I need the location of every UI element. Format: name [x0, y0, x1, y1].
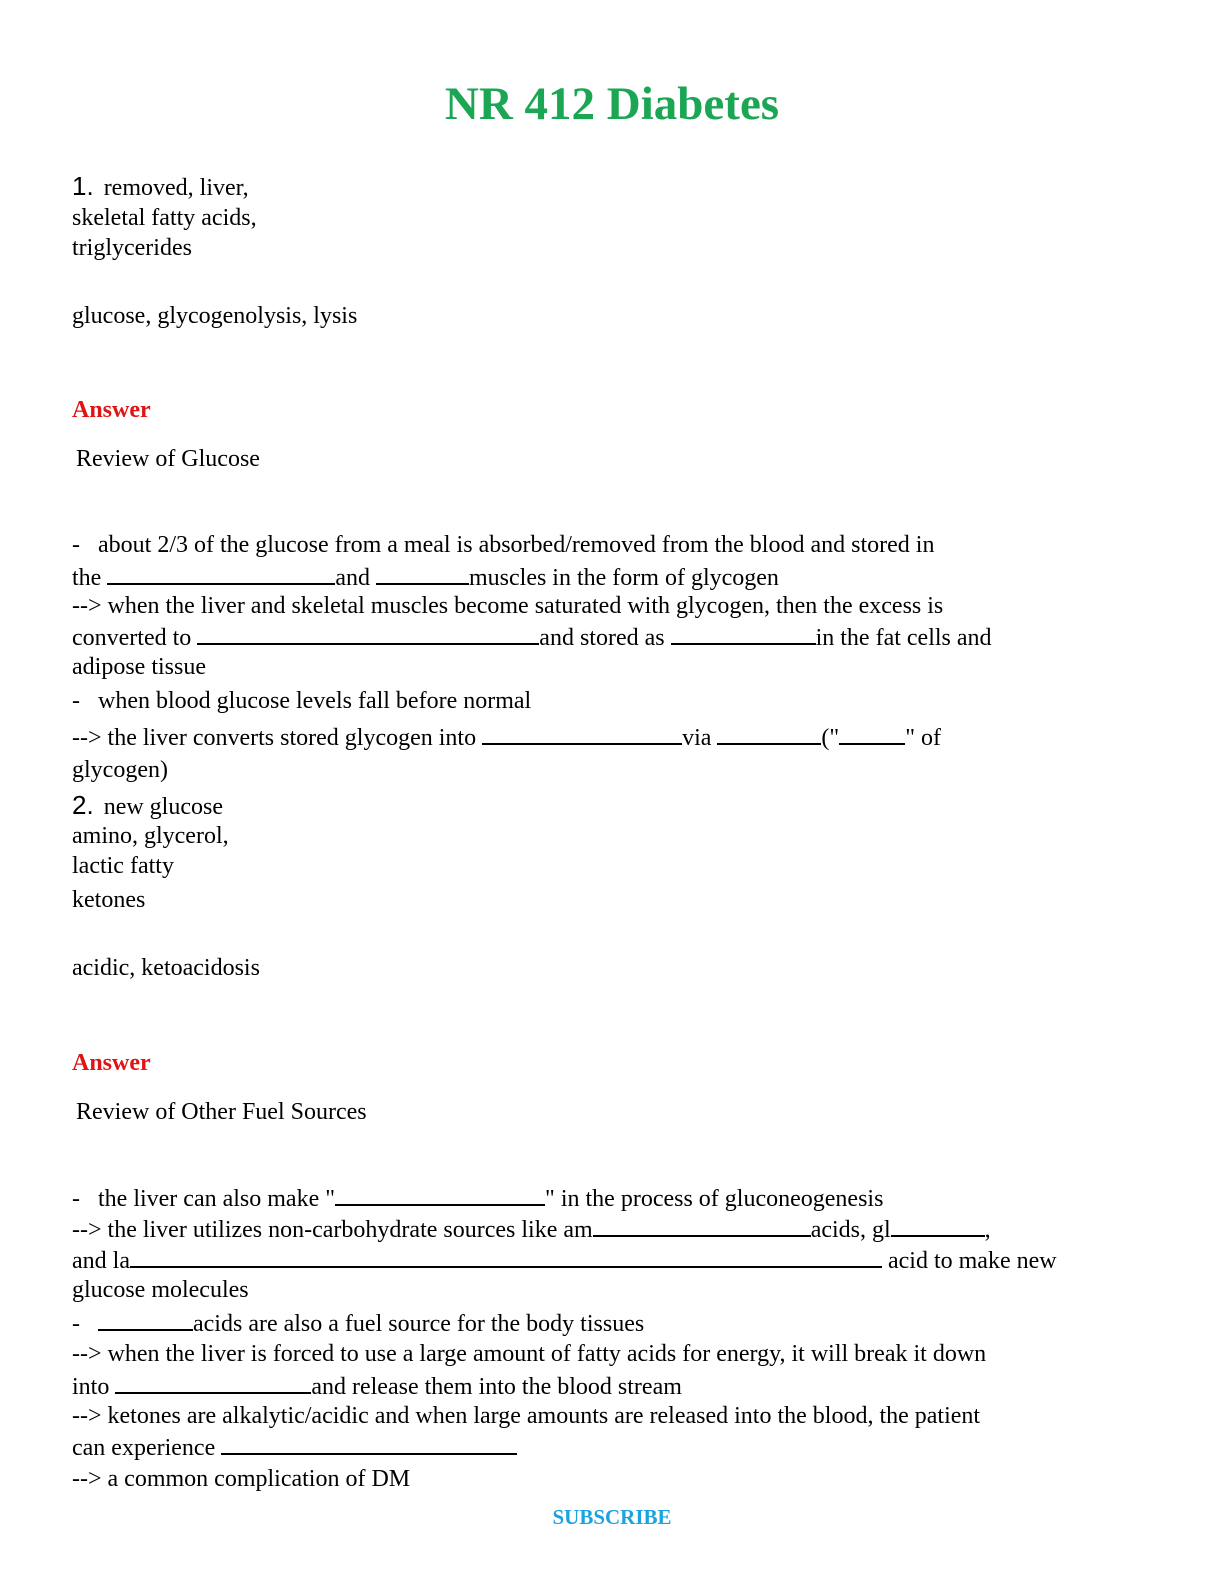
- q1-bullet-2: --> when the liver and skeletal muscles become saturated with glycogen, then the excess is: [72, 593, 944, 619]
- q1-bullet-2-end: adipose tissue: [72, 654, 206, 680]
- q2-bullet-1: - the liver can also make " " in the process of gluconeogenesis: [72, 1182, 883, 1214]
- fill-blank[interactable]: [98, 1307, 193, 1331]
- fill-blank[interactable]: [197, 621, 539, 645]
- q1-line-2: skeletal fatty acids,: [72, 205, 257, 231]
- q2-line-5: acidic, ketoacidosis: [72, 955, 260, 981]
- fill-blank[interactable]: [671, 621, 816, 645]
- q1-bullet-2-cont: converted to and stored as in the fat cells and: [72, 621, 992, 653]
- q2-bullet-5-cont: can experience: [72, 1431, 517, 1463]
- question-number: 1.: [72, 171, 94, 201]
- q2-line-3: lactic fatty: [72, 853, 174, 879]
- q2-bullet-2-end: glucose molecules: [72, 1277, 249, 1303]
- fill-blank[interactable]: [107, 561, 335, 585]
- subscribe-link[interactable]: SUBSCRIBE: [552, 1505, 672, 1529]
- q2-line-2: amino, glycerol,: [72, 823, 229, 849]
- review-heading: Review of Glucose: [76, 446, 260, 472]
- q2-bullet-2-cont: and la acid to make new: [72, 1244, 1057, 1276]
- fill-blank[interactable]: [482, 721, 682, 745]
- q2-line-4: ketones: [72, 887, 146, 913]
- q2-line-1: 2. new glucose: [72, 790, 223, 820]
- q1-line-1: 1. removed, liver,: [72, 171, 249, 201]
- answer-label: Answer: [72, 1050, 151, 1076]
- fill-blank[interactable]: [839, 721, 905, 745]
- answer-label: Answer: [72, 397, 151, 423]
- q1-bullet-4: --> the liver converts stored glycogen into via (" " of: [72, 721, 941, 753]
- q1-bullet-4-end: glycogen): [72, 757, 168, 783]
- q1-bullet-1: - about 2/3 of the glucose from a meal is absorbed/removed from the blood and stored in: [72, 532, 935, 558]
- q2-bullet-5: --> ketones are alkalytic/acidic and when large amounts are released into the blood, the patient: [72, 1403, 981, 1429]
- q1-line-4: glucose, glycogenolysis, lysis: [72, 303, 358, 329]
- fill-blank[interactable]: [335, 1182, 545, 1206]
- q2-bullet-6: --> a common complication of DM: [72, 1466, 411, 1492]
- page-title: NR 412 Diabetes: [444, 78, 780, 130]
- fill-blank[interactable]: [593, 1213, 811, 1237]
- fill-blank[interactable]: [130, 1244, 882, 1268]
- q1-bullet-3: - when blood glucose levels fall before normal: [72, 688, 532, 714]
- q1-bullet-1-cont: the and muscles in the form of glycogen: [72, 561, 779, 593]
- q2-bullet-3: - acids are also a fuel source for the body tissues: [72, 1307, 644, 1339]
- fill-blank[interactable]: [221, 1431, 517, 1455]
- q1-line-3: triglycerides: [72, 235, 192, 261]
- fill-blank[interactable]: [891, 1213, 985, 1237]
- fill-blank[interactable]: [115, 1370, 311, 1394]
- review-heading: Review of Other Fuel Sources: [76, 1099, 367, 1125]
- q2-bullet-4-cont: into and release them into the blood stream: [72, 1370, 682, 1402]
- fill-blank[interactable]: [717, 721, 821, 745]
- fill-blank[interactable]: [376, 561, 469, 585]
- q2-bullet-2: --> the liver utilizes non-carbohydrate sources like am acids, gl ,: [72, 1213, 991, 1245]
- question-number: 2.: [72, 790, 94, 820]
- q2-bullet-4: --> when the liver is forced to use a large amount of fatty acids for energy, it will break it down: [72, 1341, 987, 1367]
